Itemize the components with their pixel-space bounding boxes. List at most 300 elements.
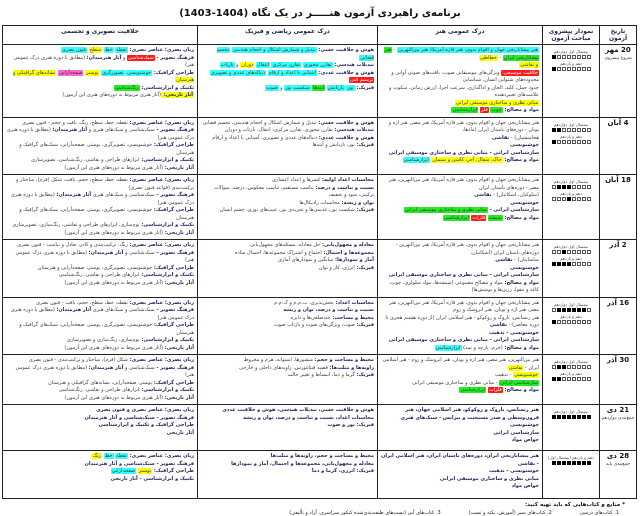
- text-segment: خوشنویسی، تصویرگری، پوستر، صفحه‌آرایی، سبک‌های گرافیک و هنرستان: [19, 322, 194, 336]
- art-topics-cell: [378, 405, 543, 451]
- text-segment: زبان بصری؛ عناصر بصری:: [127, 47, 194, 53]
- creativity-line: [6, 70, 194, 85]
- highlight-green: ابزارشناسی: [452, 107, 478, 113]
- progress-label: نیمسال اول دوازدهم: [553, 49, 589, 54]
- progress-square-filled: [557, 262, 561, 266]
- progress-square-filled: [552, 415, 556, 419]
- progress-label: دهم و یازدهم: [560, 133, 582, 139]
- progress-group: [544, 455, 598, 465]
- math-line: [201, 300, 374, 308]
- creativity-line: [6, 387, 194, 395]
- progress-square-empty: [552, 308, 556, 312]
- text-segment: زبان بصری؛ عناصر بصری:: [127, 119, 194, 126]
- text-segment: مواد و مصالح:: [502, 107, 539, 113]
- text-segment: بوم‌سازی، رنگ‌سازی و تصویرسازی: [66, 337, 140, 343]
- text-segment: خوشنویسی: [510, 142, 539, 148]
- text-segment: هنر رنسانس، باروک و روکوکو، هنر اسلامی جهان، هنر قرون‌وسطی و صدر مسیحیت و بیزانس - سبک‌های هنری: [400, 407, 539, 421]
- creativity-line: [6, 357, 194, 365]
- text-segment: صوت، ویژگی‌های صوت و بازتاب صوت: [274, 322, 355, 328]
- text-segment: مواد و مصالح:: [502, 344, 539, 351]
- text-segment: هوش و خلاقیت عددی:: [316, 69, 374, 76]
- progress-square-empty: [562, 320, 566, 324]
- art-line: [381, 242, 539, 257]
- progress-squares: [544, 308, 598, 312]
- art-line: [381, 265, 539, 273]
- art-topics-cell: [378, 175, 543, 240]
- text-segment: رنگ، ترکیب‌بندی و کادر، تعادل و تناسب - فنون بصری: [17, 242, 128, 248]
- progress-square-filled: [562, 262, 566, 266]
- math-physics-topics-cell: [198, 405, 378, 451]
- art-line: [381, 315, 539, 330]
- progress-square-empty: [552, 365, 556, 369]
- art-line: [381, 468, 539, 476]
- progress-chart-cell: [543, 297, 600, 355]
- highlight-yellow: سطح: [89, 47, 102, 53]
- text-segment: آثار تاریخی: [166, 429, 194, 436]
- creativity-line: [6, 422, 194, 430]
- math-line: [201, 242, 374, 250]
- progress-square-empty: [572, 377, 576, 381]
- text-segment: (آثار هنری مربوط به دوره‌های هنری این آزمون): [64, 279, 163, 286]
- text-segment: (مطابق با دوره هنری درک عمومی هنر): [10, 307, 194, 321]
- progress-square-empty: [567, 250, 571, 254]
- progress-squares: [544, 262, 598, 266]
- highlight-green: ابزارشناسی: [460, 387, 486, 393]
- text-segment: هنر پیشاتاریخی جهان و اقوام بدوی، هنر قاره آمریکا، هنر مصر، هنر اژه و یونان - دوره‌های باستان ایران (مادها،: [388, 119, 539, 133]
- text-segment: کسرها و اعداد اعشاری: [272, 177, 321, 183]
- text-segment: خوشنویسی، تصویرگری، پوستر، صفحه‌آرایی، سبک‌های گرافیک و هنرستان: [19, 207, 194, 221]
- exam-date: 30 آذر: [606, 356, 630, 364]
- text-segment: هوش و خلاقیت حسی:: [316, 119, 374, 126]
- text-segment: خوشنویسی - تذهیب: [489, 468, 539, 474]
- text-segment: مواد و مصالح:: [502, 387, 539, 393]
- text-segment: فرهنگ تصویر - سبک‌شناسی و آثار هنرمندان: [84, 460, 194, 467]
- progress-square-filled: [557, 128, 561, 132]
- text-segment: سبک‌شناسی و سبک‌های هنری: [91, 192, 155, 198]
- text-segment: فیزیک:: [354, 142, 374, 148]
- text-segment: هنر بین‌النهرین، هنر مصر، هنر اژه و یونان، هنر اتروسک و روم - هنر اسلامی ایران -: [382, 357, 539, 371]
- text-segment: قضیه فیثاغورس، زاویه‌های داخلی و خارجی: [239, 364, 328, 371]
- creativity-line: [6, 192, 194, 207]
- progress-square-empty: [567, 128, 571, 132]
- text-segment: (مطابق با دوره هنری درک عمومی هنر): [6, 127, 194, 141]
- text-segment: طراحی گرافیک:: [152, 322, 194, 328]
- text-segment: هنر پیشاتاریخی جهان و اقوام بدوی، هنر قاره آمریکا، هنر بین‌النهرین - دوره‌های باستان ایران (اشکانیان،: [395, 242, 539, 256]
- highlight-yellow: مبانی نظری و ساختاری موسیقی ایرانی: [455, 99, 538, 106]
- progress-square-empty: [557, 250, 561, 254]
- art-line: [381, 120, 539, 135]
- progress-label: دهم و یازدهم: [560, 371, 582, 376]
- text-segment: فیزیک:: [354, 207, 374, 213]
- progress-square-filled: [562, 415, 566, 419]
- highlight-red: فلز: [480, 107, 488, 113]
- art-line: [381, 453, 539, 468]
- highlight-yellow: خطاطی: [479, 54, 497, 61]
- math-line: [201, 322, 374, 330]
- creativity-line: [6, 142, 194, 157]
- highlight-cyan: تقارن محوری: [303, 62, 332, 68]
- progress-group: [544, 179, 598, 189]
- creativity-line: [6, 461, 194, 469]
- text-segment: گرما و دما، انبساط و تغییر حالت: [287, 372, 355, 378]
- math-line: [201, 177, 374, 185]
- progress-square-empty: [577, 250, 581, 254]
- progress-square-filled: [582, 308, 586, 312]
- visual-creativity-topics-cell: [3, 45, 198, 118]
- text-segment: شکل (فرم)، ساختار و ترکیب‌بندی - فنون بصری: [28, 357, 128, 363]
- creativity-line: [6, 265, 194, 273]
- text-segment: زبان بصری؛ عناصر بصری:: [127, 177, 194, 183]
- math-line: [201, 365, 374, 373]
- progress-square-empty: [582, 67, 586, 71]
- progress-chart-cell: [543, 240, 600, 298]
- progress-squares: [544, 140, 598, 144]
- column-header-2: درک عمومی هنر: [378, 26, 543, 45]
- art-topics-cell: [378, 355, 543, 405]
- exam-date-note: جمع‌بندی دوازدهم: [601, 416, 635, 421]
- text-segment: مواد و مصالح مصنوعی (شیشه‌ها، مواد سلولزی، چوب، کاغذ و مقوا، رزین‌ها و پوشش‌ها): [389, 279, 539, 293]
- text-segment: بخش‌پذیری، ب.م.م و ک.م.م: [273, 299, 334, 306]
- text-segment: خوشنویسی - تذهیب: [489, 329, 539, 336]
- art-line: [381, 85, 539, 100]
- progress-square-filled: [557, 377, 561, 381]
- creativity-line: [6, 177, 194, 192]
- progress-square-empty: [572, 250, 576, 254]
- footnote-title: * منابع و کتاب‌هایی که باید تهیه کنید:: [524, 502, 625, 508]
- progress-square-filled: [567, 308, 571, 312]
- progress-square-empty: [582, 197, 586, 201]
- progress-square-filled: [582, 415, 586, 419]
- progress-squares: [544, 55, 598, 59]
- math-physics-topics-cell: [198, 45, 378, 118]
- art-line: [381, 387, 539, 395]
- text-segment: -: [392, 47, 398, 53]
- progress-square-filled: [567, 461, 571, 465]
- math-physics-topics-cell: [198, 175, 378, 240]
- progress-label: دهم و یازدهم: [560, 256, 582, 261]
- progress-square-filled: [552, 320, 556, 324]
- progress-square-empty: [582, 185, 586, 189]
- creativity-line: [6, 157, 194, 165]
- progress-square-empty: [577, 185, 581, 189]
- highlight-cyan: نور: [347, 84, 354, 91]
- progress-square-filled: [577, 415, 581, 419]
- text-segment: ابزارهای طراحی و نقاشی، رنگ‌شناسی: [58, 387, 140, 393]
- progress-square-filled: [562, 461, 566, 465]
- progress-squares: [544, 415, 598, 419]
- table-row: [3, 405, 637, 451]
- art-line: [381, 215, 539, 223]
- text-segment: هخامنشیان) -: [509, 134, 539, 141]
- math-physics-topics-cell: [198, 297, 378, 355]
- highlight-yellow: رنگ: [92, 453, 102, 459]
- text-segment: هنر پیشاتاریخی جهان و اقوام بدوی، هنر قاره آمریکا، هنر بین‌النهرین، هنر مصر - دوره‌های باستان ایران: [389, 177, 539, 191]
- text-segment: تکنیک و ابزارشناسی:: [139, 222, 194, 228]
- text-segment: تکنیک و ابزارشناسی:: [139, 157, 194, 163]
- highlight-green: ابزارشناسی: [443, 214, 469, 221]
- progress-square-empty: [582, 250, 586, 254]
- progress-square-empty: [587, 67, 591, 71]
- text-segment: فیزیک: انرژی، گرما و دما: [311, 468, 374, 474]
- text-segment: ابزارهای طراحی و نقاشی، رنگ‌شناسی، تصویرسازی: [31, 157, 140, 163]
- progress-square-empty: [562, 128, 566, 132]
- exam-date-cell: [600, 117, 637, 175]
- math-line: [201, 135, 374, 143]
- text-segment: (مطابق با دوره هنری درک عمومی هنر): [13, 54, 194, 68]
- text-segment: (مطابق با دوره هنری درک عمومی هنر): [15, 249, 194, 263]
- art-line: [381, 372, 539, 380]
- text-segment: مجموعه‌ها و احتمال:: [321, 249, 374, 256]
- text-segment: محاسبات اعداد، نسبت و تناسب و درصد، توان و ریشه: [243, 414, 374, 421]
- progress-group: [544, 314, 598, 324]
- art-topics-cell: [378, 240, 543, 298]
- exam-date: 20 مهر: [605, 46, 631, 54]
- progress-squares: [544, 185, 598, 189]
- math-line: [201, 85, 374, 93]
- progress-square-empty: [557, 67, 561, 71]
- art-line: [381, 330, 539, 338]
- math-line: [201, 70, 374, 85]
- text-segment: توان و ریشه:: [339, 199, 374, 206]
- progress-square-empty: [577, 262, 581, 266]
- text-segment: زاویه‌ها و مثلث‌ها:: [327, 364, 374, 371]
- creativity-line: [6, 365, 194, 380]
- progress-chart-cell: [543, 175, 600, 240]
- progress-square-empty: [557, 55, 561, 59]
- progress-squares: [544, 67, 598, 71]
- progress-square-empty: [572, 185, 576, 189]
- text-segment: (آثار هنری مربوط به دوره‌های هنری این آزمون): [62, 92, 161, 98]
- text-segment: (آثار هنری مربوط به دوره‌های هنری این آزمون): [64, 344, 163, 351]
- text-segment: سبک‌شناسی و: [123, 249, 155, 256]
- math-line: [201, 127, 374, 135]
- text-segment: طراحی گرافیک:: [152, 264, 194, 271]
- text-segment: خوشنویسی: [510, 199, 539, 206]
- progress-square-empty: [587, 365, 591, 369]
- text-segment: ابزارهای طراحی و نقاشی، رنگ‌شناسی: [58, 272, 140, 278]
- art-line: [381, 47, 539, 62]
- highlight-green: مبانی نظری و ساختاری موسیقی ایرانی: [404, 207, 487, 213]
- progress-label: نیمسال اول دوازدهم: [553, 359, 589, 364]
- exam-date: 18 آبان: [605, 176, 631, 184]
- progress-square-filled: [577, 308, 581, 312]
- table-header: [3, 26, 637, 45]
- progress-square-empty: [572, 262, 576, 266]
- text-segment: نور، بازتابش و آینه‌ها: [312, 142, 355, 148]
- text-segment: خواص مواد: [511, 437, 539, 443]
- highlight-cyan: هنر پیشاتاریخی جهان و اقوام بدوی، هنر قاره آمریکا، هنر بین‌النهرین: [398, 47, 538, 53]
- math-line: [201, 47, 374, 62]
- progress-group: [544, 371, 598, 381]
- progress-square-empty: [582, 55, 586, 59]
- table-row: [3, 355, 637, 405]
- highlight-red: ترسیم فنی: [350, 77, 373, 83]
- text-segment: خواص مواد: [511, 483, 539, 489]
- column-header-3: درک عمومی ریاضی و فیزیک: [198, 26, 378, 45]
- text-segment: خوشنویسی: [510, 422, 539, 428]
- progress-square-empty: [577, 197, 581, 201]
- progress-squares: [544, 320, 598, 324]
- text-segment: فرهنگ تصویر -: [154, 192, 194, 198]
- text-segment: نقاشی: [474, 192, 492, 198]
- progress-square-empty: [557, 197, 561, 201]
- art-line: [381, 207, 539, 215]
- text-segment: (آثار هنری مربوط به دوره‌های هنری این آزمون): [64, 164, 163, 171]
- progress-group: [544, 122, 598, 132]
- text-segment: نسبت و تناسب و درصد، توان و ریشه: [283, 307, 374, 313]
- highlight-yellow: پوستر: [138, 468, 152, 474]
- highlight-yellow: آثار تاریخی:: [161, 92, 193, 98]
- art-line: [381, 200, 539, 208]
- text-segment: و: [278, 84, 285, 91]
- art-line: [381, 437, 539, 445]
- text-segment: فیزیک:: [354, 372, 374, 378]
- text-segment: مواد و مصالح:: [502, 214, 539, 221]
- progress-square-empty: [562, 67, 566, 71]
- progress-square-filled: [552, 377, 556, 381]
- progress-chart-cell: [543, 117, 600, 175]
- column-header-4: خلاقیت تصویری و تجسمی: [3, 26, 198, 45]
- text-segment: نقاشی: [495, 257, 513, 263]
- highlight-cyan: انتقال: [256, 62, 269, 68]
- highlight-green: چوب: [491, 107, 502, 113]
- highlight-cyan: خوشنویسی: [127, 69, 152, 76]
- math-line: [201, 315, 374, 323]
- text-segment: نسبت و تناسب و درصد:: [313, 184, 374, 191]
- table-row: [3, 117, 637, 175]
- progress-squares: [544, 377, 598, 381]
- progress-square-empty: [562, 55, 566, 59]
- visual-creativity-topics-cell: [3, 240, 198, 298]
- text-segment: تبدیلات هندسی:: [332, 62, 374, 68]
- text-segment: ساسانیان) -: [512, 257, 539, 263]
- text-segment: پوستر، صفحه‌آرایی، نشانه‌های گرافیکی و هنرستان: [48, 379, 153, 386]
- creativity-line: [6, 476, 194, 484]
- art-line: [381, 380, 539, 388]
- progress-square-empty: [587, 55, 591, 59]
- progress-square-empty: [587, 308, 591, 312]
- progress-label: دهم و یازدهم (نیمسال اول): [548, 455, 594, 460]
- creativity-line: [6, 230, 194, 238]
- table-row: [3, 297, 637, 355]
- progress-square-empty: [572, 365, 576, 369]
- progress-square-filled: [587, 461, 591, 465]
- progress-square-empty: [577, 67, 581, 71]
- text-segment: اجتماع و اشتراک مجموعه‌ها، احتمال ساده: [234, 249, 322, 256]
- text-segment: تکنیک و ابزارشناسی - آثار تاریخی: [110, 475, 194, 482]
- progress-squares: [544, 461, 598, 465]
- text-segment: - تذهیب: [494, 372, 514, 378]
- text-segment: محیط و مساحت و حجم:: [312, 357, 374, 363]
- progress-square-empty: [587, 250, 591, 254]
- math-line: [201, 422, 374, 430]
- text-segment: طراحی گرافیک:: [152, 142, 194, 148]
- progress-square-filled: [552, 461, 556, 465]
- math-line: [201, 357, 374, 365]
- text-segment: تکنیک و ابزارشناسی:: [139, 337, 194, 343]
- text-segment: هوش و خلاقیت حسی:: [316, 47, 374, 53]
- progress-square-empty: [552, 250, 556, 254]
- text-segment: محیط و مساحت و حجم، زاویه‌ها و مثلث‌ها: [270, 453, 374, 459]
- math-physics-topics-cell: [198, 240, 378, 298]
- math-line: [201, 250, 374, 258]
- progress-square-filled: [552, 55, 556, 59]
- text-segment: معادله و مجهول‌یابی:: [320, 242, 374, 248]
- creativity-line: [6, 127, 194, 142]
- text-segment: نقطه، خط، سطح، رنگ، بافت و حجم - فنون بصری: [22, 119, 128, 126]
- text-segment: خوشنویسی، تصویرگری، پوستر، صفحه‌آرایی و هنرستان: [37, 264, 153, 271]
- text-segment: تبدیلات هندسی:: [332, 127, 374, 133]
- math-line: [201, 257, 374, 265]
- text-segment: فرهنگ تصویر - سبک‌شناسی و آثار هنرمندان: [84, 414, 194, 421]
- highlight-yellow: پوستر: [86, 69, 99, 76]
- progress-group: [544, 256, 598, 266]
- exam-date: 21 دی: [606, 406, 630, 414]
- progress-square-empty: [587, 185, 591, 189]
- progress-square-filled: [557, 415, 561, 419]
- text-segment: میانگین و نمودارهای آماری: [277, 257, 334, 263]
- text-segment: مبانی نظری و ساختاری موسیقی ایرانی: [439, 475, 539, 482]
- text-segment: آثار هنرمندان؛: [56, 192, 92, 198]
- text-segment: شکست نور، عدسی‌ها و تجزیه‌ی نور، عیب‌های نوری، چشم انسان: [219, 207, 355, 213]
- text-segment: آثار هنرمندان؛: [56, 307, 92, 313]
- art-line: [381, 345, 539, 353]
- creativity-line: [6, 345, 194, 353]
- progress-group: [544, 409, 598, 419]
- exam-date-cell: [600, 175, 637, 240]
- highlight-cyan: صوت: [266, 84, 278, 91]
- progress-square-empty: [572, 197, 576, 201]
- art-line: [381, 272, 539, 280]
- progress-square-filled: [557, 461, 561, 465]
- text-segment: تقارن محوری، تقارن مرکزی، انتقال، بازتاب و دوران: [224, 127, 333, 133]
- progress-square-empty: [582, 377, 586, 381]
- text-segment: دنباله‌های عددی و تصویری، آشنایی با اعداد و ارقام: [212, 134, 317, 141]
- art-line: [381, 300, 539, 315]
- highlight-yellow: دوران: [241, 62, 254, 68]
- math-line: [201, 185, 374, 200]
- text-segment: آثار هنرمندان؛: [88, 249, 124, 256]
- progress-square-filled: [572, 461, 576, 465]
- exam-date-cell: [600, 451, 637, 499]
- progress-square-empty: [587, 128, 591, 132]
- progress-group: [544, 49, 598, 59]
- text-segment: طراحی گرافیک و تکنیک و ابزارشناسی: [98, 422, 194, 428]
- art-line: [381, 62, 539, 70]
- text-segment: مواد و مصالح:: [502, 279, 539, 286]
- progress-square-empty: [572, 67, 576, 71]
- highlight-cyan: شکست نور: [285, 84, 310, 91]
- column-header-1: نمودار پیشروی مباحث آزمون: [543, 26, 600, 45]
- creativity-line: [6, 165, 194, 173]
- art-line: [381, 407, 539, 422]
- table-row: [3, 45, 637, 118]
- math-line: [201, 265, 374, 273]
- highlight-green: شیشه: [488, 214, 502, 221]
- art-topics-cell: [378, 297, 543, 355]
- text-segment: (مطابق با دوره هنری درک عمومی هنر): [10, 192, 194, 206]
- exam-date-cell: [600, 297, 637, 355]
- text-segment: زبان بصری؛ عناصر بصری:: [127, 357, 194, 363]
- creativity-line: [6, 307, 194, 322]
- progress-label: نیمسال اول دوازدهم: [553, 244, 589, 249]
- progress-square-empty: [567, 365, 571, 369]
- text-segment: آثار هنرمندان؛: [86, 54, 122, 61]
- visual-creativity-topics-cell: [3, 175, 198, 240]
- text-segment: طراحی گرافیک:: [152, 69, 194, 76]
- art-line: [381, 357, 539, 372]
- text-segment: زبان بصری؛ عناصر بصری:: [127, 299, 194, 306]
